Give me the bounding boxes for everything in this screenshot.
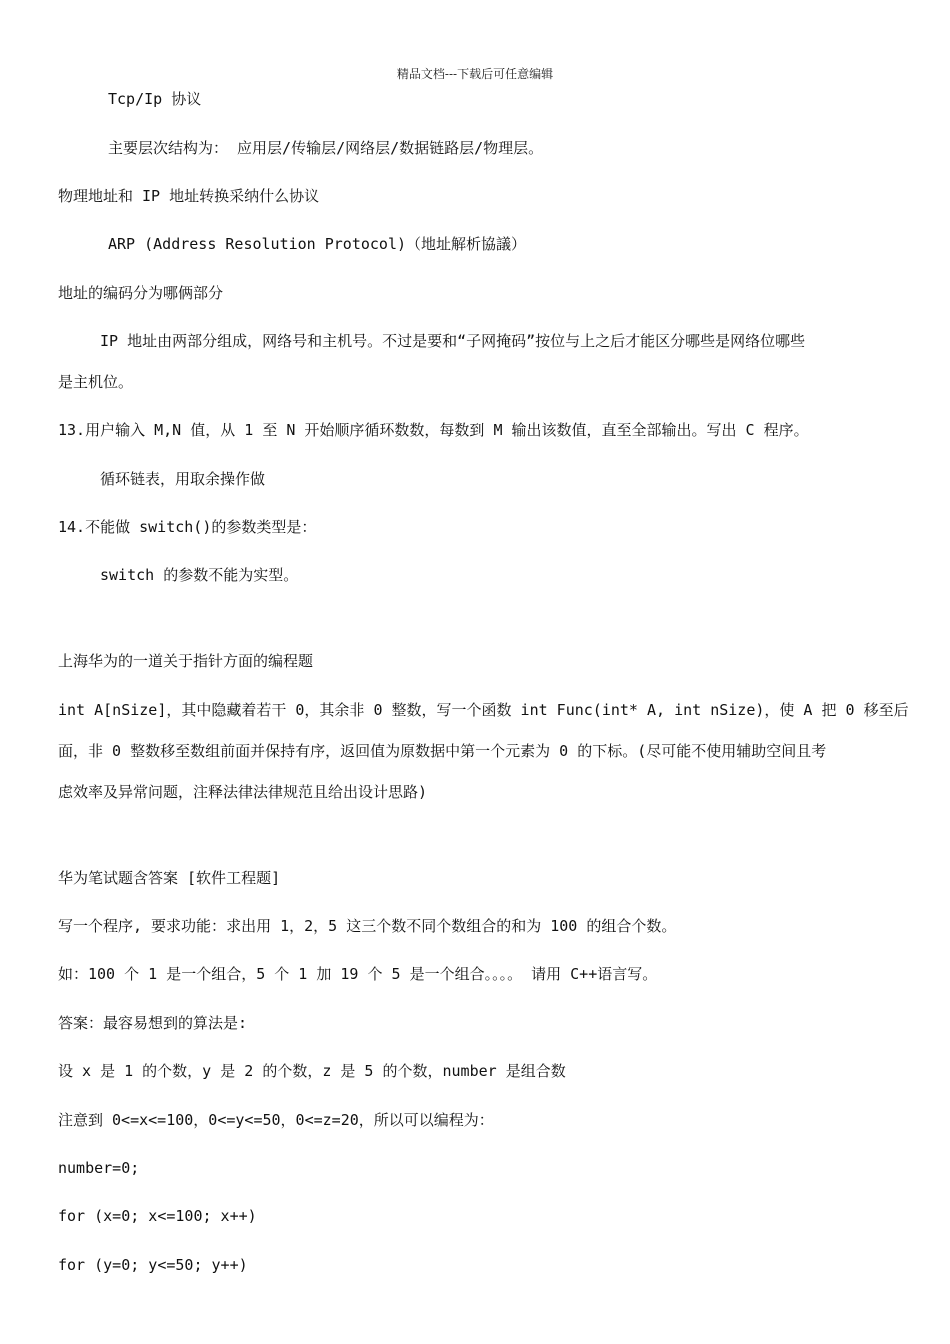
code-line: for (y=0; y<=50; y++) [58,1256,248,1274]
section-heading: 华为笔试题含答案 [软件工程题] [58,869,281,887]
text-line: Tcp/Ip 协议 [108,90,202,108]
paragraph-line: 注意到 0<=x<=100，0<=y<=50，0<=z=20，所以可以编程为： [58,1111,494,1129]
code-line: number=0; [58,1159,140,1177]
answer-line: ARP (Address Resolution Protocol)（地址解析協議） [108,235,527,253]
section-heading: 上海华为的一道关于指针方面的编程题 [58,652,314,670]
question-line: 13.用户输入 M,N 值，从 1 至 N 开始顺序循环数数，每数到 M 输出该数值，直至全部输出。写出 C 程序。 [58,421,809,439]
answer-line: IP 地址由两部分组成，网络号和主机号。不过是要和“子网掩码”按位与上之后才能区分哪些是网络位哪些 [100,332,806,350]
paragraph-line: 面，非 0 整数移至数组前面并保持有序，返回值为原数据中第一个元素为 0 的下标。(尽可能不使用辅助空间且考 [58,742,827,760]
question-line: 物理地址和 IP 地址转换采纳什么协议 [58,187,320,205]
answer-line: 循环链表，用取余操作做 [100,470,266,488]
answer-line-continued: 是主机位。 [58,373,134,391]
code-line: for (x=0; x<=100; x++) [58,1207,257,1225]
text-line: 主要层次结构为： 应用层/传输层/网络层/数据链路层/物理层。 [108,139,544,157]
paragraph-line: 设 x 是 1 的个数，y 是 2 的个数，z 是 5 的个数，number 是组合数 [58,1062,566,1080]
paragraph-line: int A[nSize]，其中隐藏着若干 0，其余非 0 整数，写一个函数 int Func(int* A, int nSize)，使 A 把 0 移至后 [58,701,909,719]
question-line: 地址的编码分为哪俩部分 [58,284,224,302]
paragraph-line: 答案：最容易想到的算法是: [58,1014,248,1032]
question-line: 14.不能做 switch()的参数类型是： [58,518,317,536]
answer-line: switch 的参数不能为实型。 [100,566,299,584]
paragraph-line: 如：100 个 1 是一个组合，5 个 1 加 19 个 5 是一个组合。。。。 请用 C++语言写。 [58,965,658,983]
paragraph-line: 虑效率及异常问题，注释法律法律规范且给出设计思路) [58,783,428,801]
paragraph-line: 写一个程序, 要求功能：求出用 1，2，5 这三个数不同个数组合的和为 100 的组合个数。 [58,917,677,935]
page-header: 精品文档---下载后可任意编辑 [396,67,554,81]
